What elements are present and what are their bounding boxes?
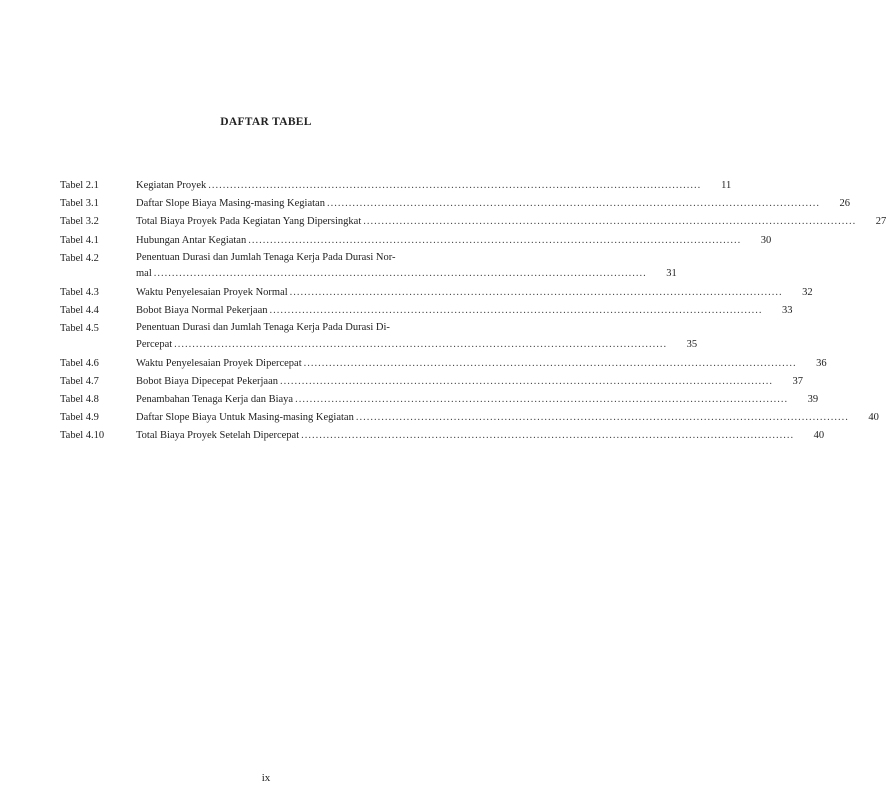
list-item[interactable]	[60, 355, 827, 373]
list-item[interactable]	[60, 427, 825, 445]
table-label: Tabel 4.1	[60, 234, 99, 246]
page-number: 26	[839, 198, 850, 210]
page-number: 37	[792, 375, 803, 387]
table-caption: Bobot Biaya Normal Pekerjaan	[136, 305, 268, 317]
page-number: 31	[666, 268, 677, 280]
table-caption: Waktu Penyelesaian Proyek Dipercepat	[136, 357, 302, 369]
table-label: Tabel 4.7	[60, 375, 99, 387]
table-label: Tabel 2.1	[60, 180, 99, 191]
dot-leader	[270, 302, 763, 320]
table-label: Tabel 3.1	[60, 198, 99, 210]
list-item[interactable]	[60, 250, 677, 284]
dot-leader	[290, 284, 783, 302]
dot-leader	[295, 391, 788, 409]
table-label: Tabel 4.5	[60, 323, 99, 335]
table-label: Tabel 4.4	[60, 305, 99, 317]
list-item[interactable]	[60, 391, 819, 409]
table-caption: Hubungan Antar Kegiatan	[136, 234, 247, 246]
table-caption-continued: mal	[136, 268, 152, 280]
page-number-footer: ix	[261, 772, 271, 784]
table-label: Tabel 4.3	[60, 286, 99, 298]
dot-leader	[304, 355, 797, 373]
list-item[interactable]	[60, 232, 772, 250]
page-number: 33	[782, 305, 793, 317]
page-number: 32	[802, 286, 813, 298]
dot-leader	[208, 177, 701, 195]
list-item[interactable]	[60, 213, 886, 231]
page-number: 40	[868, 412, 879, 424]
page-number: 39	[807, 393, 819, 405]
table-list	[60, 177, 886, 445]
list-item[interactable]	[60, 177, 732, 195]
table-caption: Bobot Biaya Dipecepat Pekerjaan	[136, 375, 278, 387]
table-label: Tabel 4.2	[60, 252, 99, 264]
list-item[interactable]	[60, 302, 793, 320]
page-title: DAFTAR TABEL	[220, 116, 312, 128]
page-number: 30	[760, 234, 772, 246]
table-label: Tabel 4.10	[60, 430, 105, 442]
list-item[interactable]	[60, 373, 803, 391]
dot-leader	[248, 232, 741, 250]
dot-leader	[154, 266, 647, 283]
page-number: 40	[813, 430, 825, 442]
table-caption-continued: Percepat	[136, 338, 173, 350]
table-caption: Total Biaya Proyek Pada Kegiatan Yang Dipersingkat	[136, 216, 362, 228]
page-number: 36	[816, 357, 827, 369]
table-label: Tabel 4.8	[60, 393, 99, 405]
page-number: 27	[875, 216, 886, 228]
table-caption: Daftar Slope Biaya Untuk Masing-masing Kegiatan	[136, 412, 354, 424]
dot-leader	[174, 337, 667, 354]
list-item[interactable]	[60, 409, 879, 427]
table-caption: Kegiatan Proyek	[136, 180, 207, 191]
dot-leader	[363, 213, 856, 231]
table-label: Tabel 3.2	[60, 216, 99, 228]
table-caption: Penentuan Durasi dan Jumlah Tenaga Kerja Pada Durasi Di-	[136, 322, 390, 334]
page-number: 35	[686, 338, 698, 350]
table-caption: Penentuan Durasi dan Jumlah Tenaga Kerja Pada Durasi Nor-	[136, 251, 396, 263]
dot-leader	[280, 373, 773, 391]
table-caption: Penambahan Tenaga Kerja dan Biaya	[136, 393, 294, 405]
table-caption: Waktu Penyelesaian Proyek Normal	[136, 286, 288, 298]
list-item[interactable]	[60, 284, 813, 302]
dot-leader	[356, 409, 849, 427]
table-label: Tabel 4.9	[60, 412, 99, 424]
table-label: Tabel 4.6	[60, 357, 99, 369]
list-item[interactable]	[60, 320, 698, 354]
dot-leader	[327, 195, 820, 213]
list-item[interactable]	[60, 195, 850, 213]
page-number: 11	[721, 180, 732, 191]
table-caption: Daftar Slope Biaya Masing-masing Kegiatan	[136, 198, 325, 210]
dot-leader	[301, 427, 794, 445]
table-caption: Total Biaya Proyek Setelah Dipercepat	[136, 430, 300, 442]
